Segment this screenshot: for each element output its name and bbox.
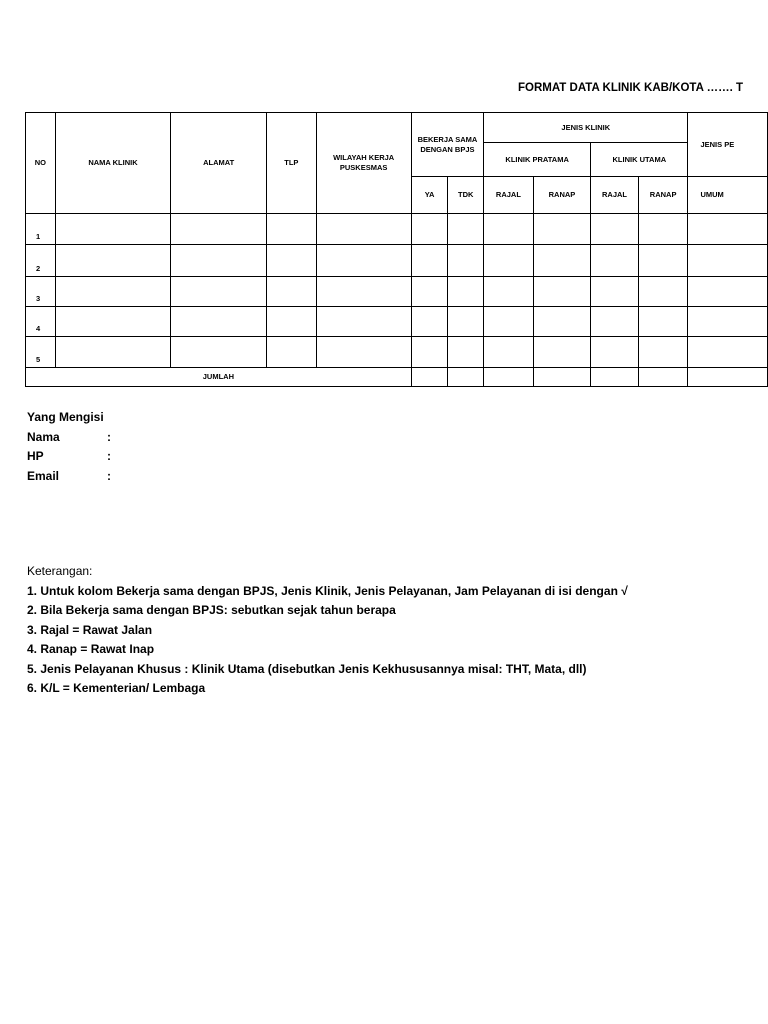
header-bpjs-tdk: TDK xyxy=(448,177,484,214)
header-umum: UMUM xyxy=(688,177,768,214)
row-number: 3 xyxy=(26,277,56,307)
field-label: Email xyxy=(27,468,60,483)
row-number: 5 xyxy=(26,337,56,368)
field-label: Nama xyxy=(27,429,60,444)
header-klinik-utama: KLINIK UTAMA xyxy=(591,143,688,177)
row-number: 4 xyxy=(26,307,56,337)
row-number: 2 xyxy=(26,245,56,277)
field-label: HP xyxy=(27,449,44,463)
notes-heading: Keterangan: xyxy=(27,564,93,578)
filler-info xyxy=(27,408,111,486)
field-separator: : xyxy=(107,449,111,463)
table-row xyxy=(26,337,768,368)
table-row xyxy=(26,245,768,277)
notes-section xyxy=(27,562,628,699)
note-item: 5. Jenis Pelayanan Khusus : Klinik Utama (disebutkan Jenis Kekhususannya misal: THT, Mata, dll) xyxy=(27,661,587,676)
page-title: FORMAT DATA KLINIK KAB/KOTA ……. T xyxy=(518,82,744,94)
header-no: NO xyxy=(26,113,56,214)
field-separator: : xyxy=(107,429,111,444)
note-item: 1. Untuk kolom Bekerja sama dengan BPJS, Jenis Klinik, Jenis Pelayanan, Jam Pelayanan di isi dengan √ xyxy=(27,583,628,598)
note-item: 2. Bila Bekerja sama dengan BPJS: sebutkan sejak tahun berapa xyxy=(27,603,396,617)
filler-field-email xyxy=(27,467,111,487)
row-number: 1 xyxy=(26,214,56,245)
field-separator: : xyxy=(107,468,111,483)
total-label: JUMLAH xyxy=(26,368,412,387)
header-bpjs-ya: YA xyxy=(411,177,448,214)
total-row xyxy=(26,368,768,387)
header-wilayah-kerja: WILAYAH KERJA PUSKESMAS xyxy=(316,113,411,214)
note-item: 3. Rajal = Rawat Jalan xyxy=(27,622,153,637)
note-item: 6. K/L = Kementerian/ Lembaga xyxy=(27,681,206,695)
note-item: 4. Ranap = Rawat Inap xyxy=(27,642,155,656)
header-alamat: ALAMAT xyxy=(171,113,267,214)
header-pratama-rajal: RAJAL xyxy=(484,177,534,214)
header-jenis-pelayanan: JENIS PE xyxy=(688,113,768,177)
header-utama-ranap: RANAP xyxy=(638,177,688,214)
clinic-data-table xyxy=(25,112,768,387)
header-utama-rajal: RAJAL xyxy=(591,177,639,214)
filler-field-hp xyxy=(27,447,111,467)
filler-field-nama xyxy=(27,428,111,448)
header-tlp: TLP xyxy=(267,113,316,214)
filler-heading: Yang Mengisi xyxy=(27,410,104,424)
header-pratama-ranap: RANAP xyxy=(533,177,590,214)
header-nama-klinik: NAMA KLINIK xyxy=(55,113,170,214)
table-row xyxy=(26,277,768,307)
header-jenis-klinik: JENIS KLINIK xyxy=(484,113,688,143)
header-klinik-pratama: KLINIK PRATAMA xyxy=(484,143,591,177)
table-row xyxy=(26,214,768,245)
clinic-data-sheet xyxy=(25,112,768,388)
header-bpjs: BEKERJA SAMA DENGAN BPJS xyxy=(411,113,483,177)
table-row xyxy=(26,307,768,337)
